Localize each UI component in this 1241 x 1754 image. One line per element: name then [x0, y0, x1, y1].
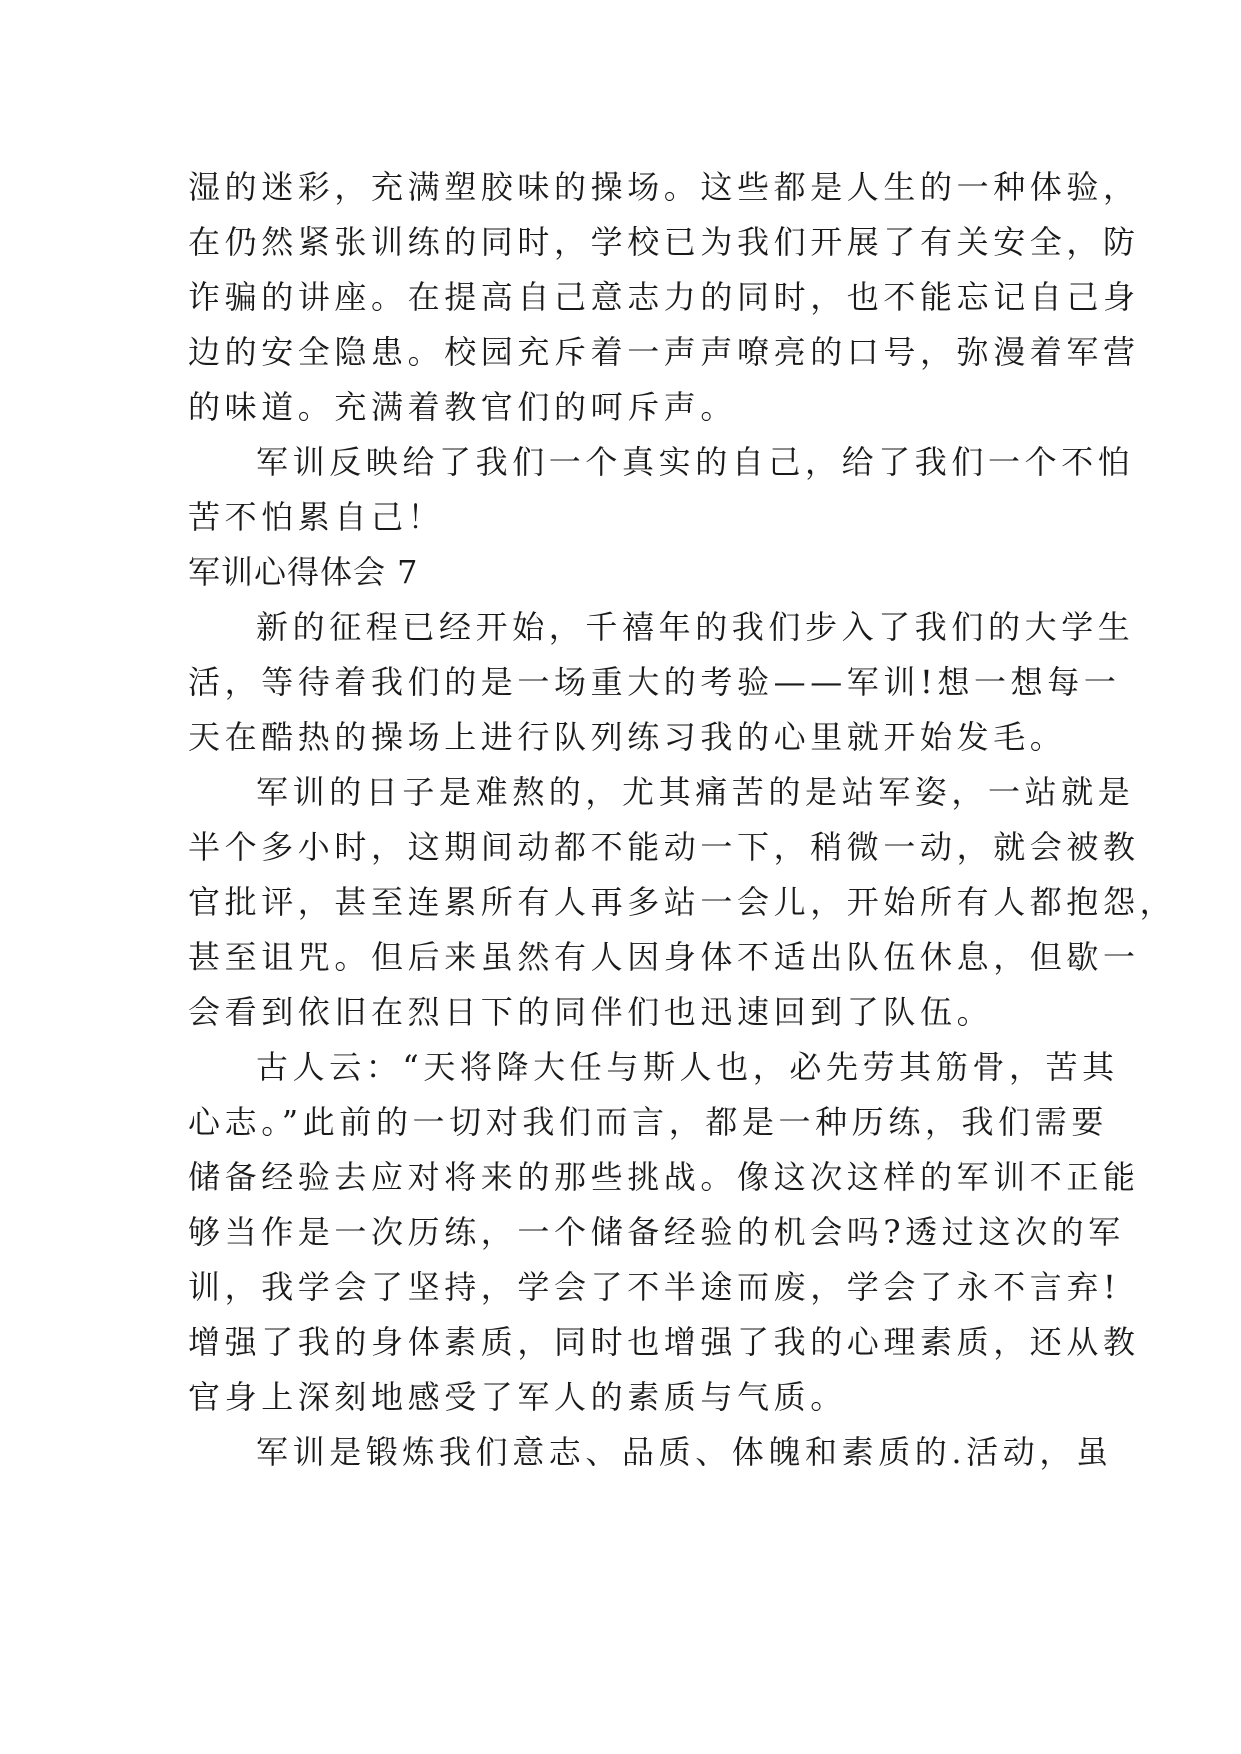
document-body	[188, 160, 1177, 1480]
section-heading: 军训心得体会 7	[188, 553, 419, 591]
text-line: 的味道。充满着教官们的呵斥声。	[188, 388, 738, 426]
text-line: 储备经验去应对将来的那些挑战。像这次这样的军训不正能	[188, 1158, 1140, 1196]
text-line: 训，我学会了坚持，学会了不半途而废，学会了永不言弃!	[188, 1268, 1121, 1306]
text-line: 官批评，甚至连累所有人再多站一会儿，开始所有人都抱怨，	[188, 883, 1177, 921]
text-line: 军训是锻炼我们意志、品质、体魄和素质的.活动，虽	[256, 1433, 1113, 1471]
text-line: 心志。”此前的一切对我们而言，都是一种历练，我们需要	[188, 1103, 1108, 1141]
text-line: 湿的迷彩，充满塑胶味的操场。这些都是人生的一种体验，	[188, 168, 1140, 206]
text-line: 天在酷热的操场上进行队列练习我的心里就开始发毛。	[188, 718, 1067, 756]
text-line: 古人云：“天将降大任与斯人也，必先劳其筋骨，苦其	[256, 1048, 1119, 1086]
text-line: 在仍然紧张训练的同时，学校已为我们开展了有关安全，防	[188, 223, 1140, 261]
text-line: 苦不怕累自己！	[188, 498, 445, 536]
text-line: 活，等待着我们的是一场重大的考验——军训!想一想每一	[188, 663, 1121, 701]
text-line: 新的征程已经开始，千禧年的我们步入了我们的大学生	[256, 608, 1135, 646]
text-line: 官身上深刻地感受了军人的素质与气质。	[188, 1378, 847, 1416]
text-line: 会看到依旧在烈日下的同伴们也迅速回到了队伍。	[188, 993, 994, 1031]
text-line: 增强了我的身体素质，同时也增强了我的心理素质，还从教	[188, 1323, 1140, 1361]
text-line: 够当作是一次历练，一个储备经验的机会吗?透过这次的军	[188, 1213, 1125, 1251]
text-line: 边的安全隐患。校园充斥着一声声嘹亮的口号，弥漫着军营	[188, 333, 1140, 371]
text-line: 军训的日子是难熬的，尤其痛苦的是站军姿，一站就是	[256, 773, 1135, 811]
text-line: 甚至诅咒。但后来虽然有人因身体不适出队伍休息，但歇一	[188, 938, 1140, 976]
text-line: 军训反映给了我们一个真实的自己，给了我们一个不怕	[256, 443, 1135, 481]
text-line: 半个多小时，这期间动都不能动一下，稍微一动，就会被教	[188, 828, 1140, 866]
text-line: 诈骗的讲座。在提高自己意志力的同时，也不能忘记自己身	[188, 278, 1140, 316]
